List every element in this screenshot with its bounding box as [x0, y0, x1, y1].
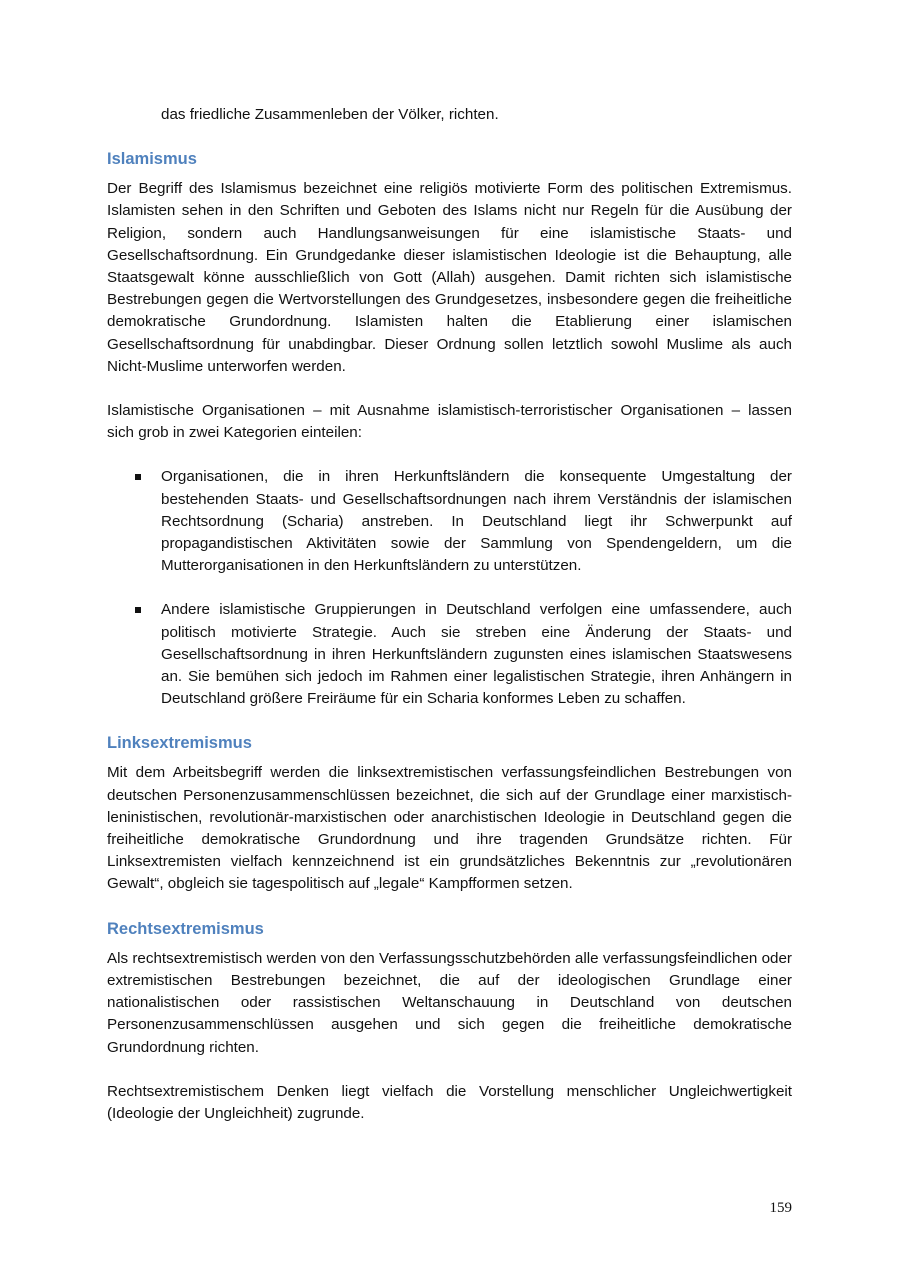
square-bullet-icon [135, 474, 141, 480]
paragraph-linksextremismus-1: Mit dem Arbeitsbegriff werden die linksextremistischen verfassungsfeindlichen Bestrebungen von deutschen Personenzusammenschlüssen bezeichnet, die sich auf der Grundlage einer marxistisch-leninistischen, revolutionär-marxistischen oder anarchistischen Ideologie in Deutschland gegen die freiheitliche demokratische Grundordnung und ihre tragenden Grundsätze richten. Für Linksextremisten vielfach kennzeichnend ist ein grundsätzliches Bekenntnis zur „revolutionären Gewalt“, obgleich sie tagespolitisch auf „legale“ Kampfformen setzen. [107, 764, 792, 893]
intro-line: das friedliche Zusammenleben der Völker, richten. [161, 106, 499, 123]
section-rechtsextremismus [107, 918, 792, 1125]
heading-linksextremismus: Linksextremismus [107, 734, 252, 753]
page-number: 159 [769, 1200, 792, 1216]
paragraph-rechtsextremismus-1: Als rechtsextremistisch werden von den Verfassungsschutzbehörden alle verfassungsfeindlichen oder extremistischen Bestrebungen bezeichnet, die auf der ideologischen Grundlage einer nationalistischen oder rassistischen Weltanschauung in Deutschland von deutschen Personenzusammenschlüssen ausgehen und sich gegen die freiheitliche demokratische Grundordnung richten. [107, 949, 792, 1056]
section-islamismus [107, 148, 792, 710]
bullet-text: Organisationen, die in ihren Herkunftsländern die konsequente Umgestaltung der bestehenden Staats- und Gesellschaftsordnungen nach ihrem Verständnis der islamischen Rechtsordnung (Scharia) anstreben. In Deutschland liegt ihr Schwerpunkt auf propagandistischen Aktivitäten sowie der Sammlung von Spendengeldern, um die Mutterorganisationen in den Herkunftsländern zu unterstützen. [161, 468, 792, 575]
bullet-list [107, 466, 792, 710]
paragraph-rechtsextremismus-2: Rechtsextremistischem Denken liegt vielfach die Vorstellung menschlicher Ungleichwertigkeit (Ideologie der Ungleichheit) zugrunde. [107, 1082, 792, 1122]
bullet-item [107, 466, 792, 577]
square-bullet-icon [135, 607, 141, 613]
section-linksextremismus [107, 732, 792, 895]
bullet-item [107, 599, 792, 710]
paragraph-islamismus-1: Der Begriff des Islamismus bezeichnet eine religiös motivierte Form des politischen Extremismus. Islamisten sehen in den Schriften und Geboten des Islams nicht nur Regeln für die Ausübung der Religion, sondern auch Handlungsanweisungen für eine islamistische Staats- und Gesellschaftsordnung. Ein Grundgedanke dieser islamistischen Ideologie ist die Behauptung, alle Staatsgewalt könne ausschließlich von Gott (Allah) ausgehen. Damit richten sich islamistische Bestrebungen gegen die Wertvorstellungen des Grundgesetzes, insbesondere gegen die freiheitliche demokratische Grundordnung. Islamisten halten die Etablierung einer islamischen Gesellschaftsordnung für unabdingbar. Dieser Ordnung sollen letztlich sowohl Muslime als auch Nicht-Muslime unterworfen werden. [107, 180, 792, 375]
heading-islamismus: Islamismus [107, 150, 197, 169]
document-page [107, 104, 792, 1125]
bullet-text: Andere islamistische Gruppierungen in Deutschland verfolgen eine umfassendere, auch politisch motivierte Strategie. Auch sie streben eine Änderung der Staats- und Gesellschaftsordnung in ihren Herkunftsländern zugunsten eines islamischen Staatswesens an. Sie bemühen sich jedoch im Rahmen einer legalistischen Strategie, ihren Anhängern in Deutschland größere Freiräume für ein Scharia konformes Leben zu schaffen. [161, 601, 792, 708]
paragraph-islamismus-2: Islamistische Organisationen – mit Ausnahme islamistisch-terroristischer Organisationen – lassen sich grob in zwei Kategorien einteilen: [107, 402, 792, 442]
heading-rechtsextremismus: Rechtsextremismus [107, 919, 264, 938]
